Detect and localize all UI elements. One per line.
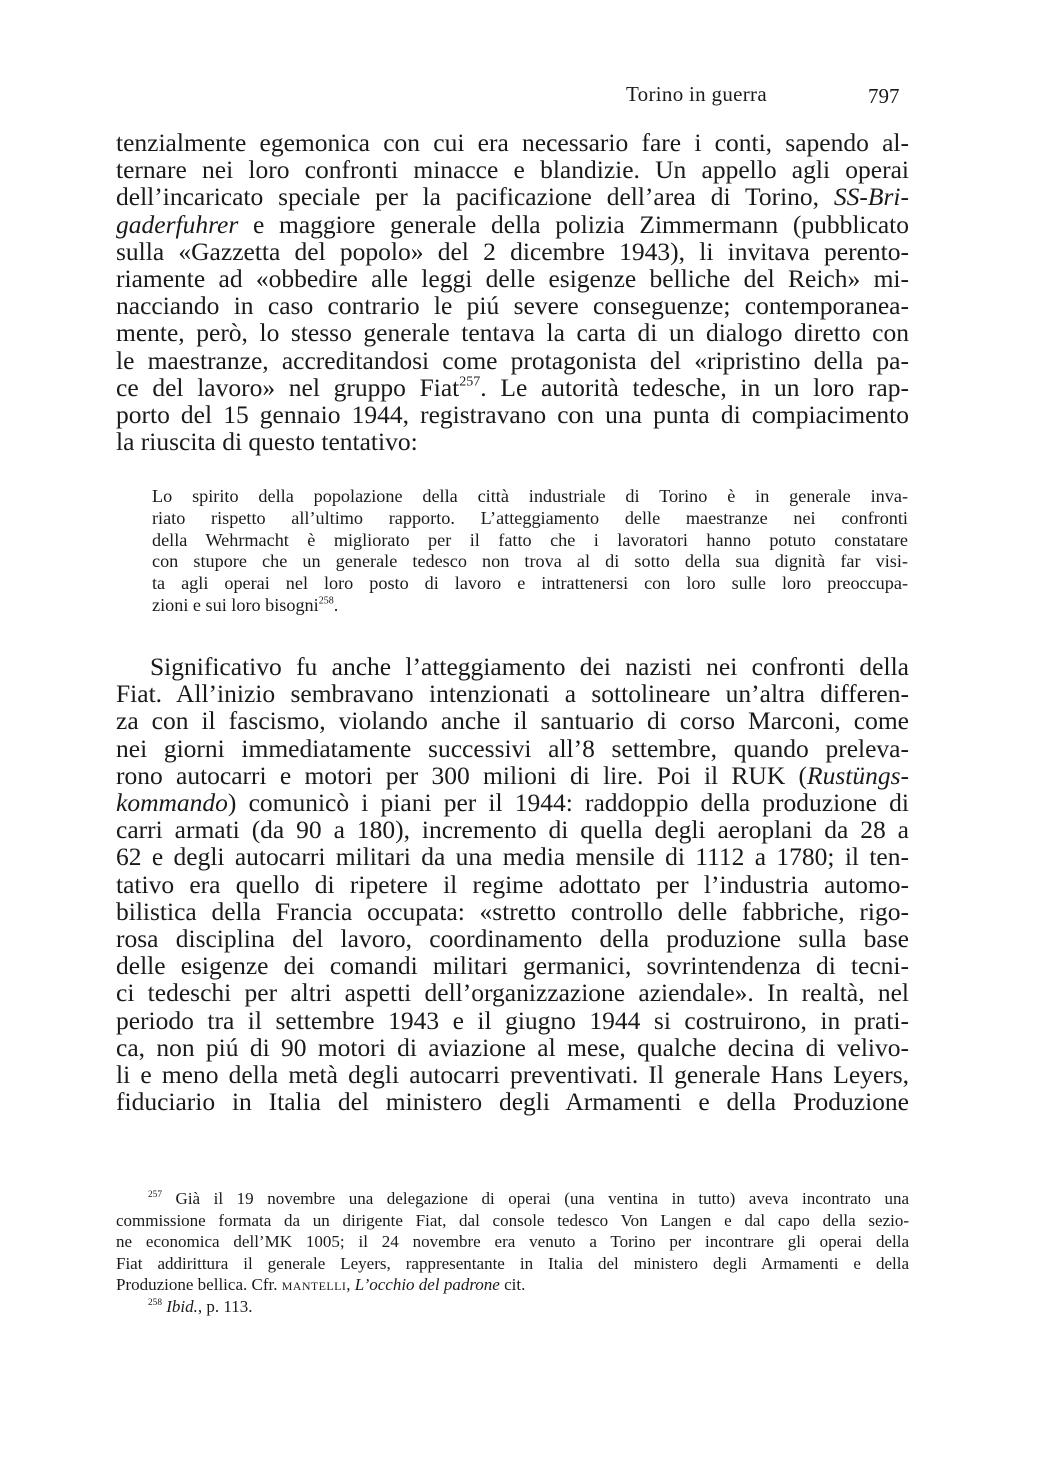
text-line: za con il fascismo, violando anche il santuario di corso Marconi, come — [116, 706, 909, 736]
citation-ibid: Ibid. — [166, 1296, 198, 1316]
text-line: mente, però, lo stesso generale tentava la carta di un dialogo diretto con — [116, 318, 909, 348]
text-line: ca, non piú di 90 motori di aviazione al mese, qualche decina di velivo- — [116, 1032, 909, 1062]
text-line: carri armati (da 90 a 180), incremento di quella degli aeroplani da 28 a — [116, 815, 909, 845]
text-run: ) comunicò i piani per il 1944: raddoppio della produzione di — [227, 788, 909, 818]
text-line: la riuscita di questo tentativo: — [116, 427, 418, 457]
italic-term: gaderfuhrer — [116, 209, 239, 239]
footnote-line: Fiat addirittura il generale Leyers, rappresentante in Italia del ministero degli Armamenti e della — [116, 1253, 909, 1273]
quote-line — [152, 595, 908, 617]
paragraph-1 — [116, 129, 909, 455]
italic-term: SS-Bri- — [833, 182, 909, 212]
text-run: ce del lavoro» nel gruppo Fiat — [116, 372, 460, 402]
text-line — [116, 762, 909, 789]
text-run: zioni e sui loro bisogni — [152, 594, 319, 615]
footnote-line: Produzione bellica. Cfr. mantelli, L’occhio del padrone cit. — [116, 1275, 526, 1294]
text-line: 62 e degli autocarri militari da una media mensile di 1112 a 1780; il ten- — [116, 842, 909, 872]
citation-title: L’occhio del padrone — [354, 1275, 500, 1294]
block-quote — [152, 486, 908, 617]
text-line: riamente ad «obbedire alle leggi delle esigenze belliche del Reich» mi- — [116, 264, 909, 294]
italic-term: kommando — [116, 788, 228, 818]
quote-line: ta agli operai nel loro posto di lavoro e intrattenersi con loro sulle loro preoccupa- — [152, 573, 908, 594]
text-run: dell’incaricato speciale per la pacificazione dell’area di Torino, — [116, 182, 834, 212]
text-line — [116, 374, 909, 401]
text-line: nei giorni immediatamente successivi all’8 settembre, quando preleva- — [116, 733, 909, 763]
footnote-ref-257[interactable]: 257 — [459, 374, 481, 390]
text-run: e maggiore generale della polizia Zimmermann (pubblicato — [238, 209, 909, 239]
text-run: , p. 113. — [197, 1296, 253, 1316]
text-run: rono autocarri e motori per 300 milioni di lire. Poi il RUK ( — [116, 760, 807, 790]
text-line — [116, 183, 909, 210]
footnote-258 — [116, 1296, 909, 1318]
text-run: . Le autorità tedesche, in un loro rap- — [480, 372, 909, 402]
text-line: fiduciario in Italia del ministero degli Armamenti e della Produzione — [116, 1087, 909, 1117]
footnote-257 — [116, 1188, 909, 1210]
text-line: porto del 15 gennaio 1944, registravano con una punta di compiacimento — [116, 400, 909, 430]
page-number: 797 — [868, 84, 900, 108]
text-line: delle esigenze dei comandi militari germanici, sovrintendenza di tecni- — [116, 951, 909, 981]
text-line: le maestranze, accreditandosi come protagonista del «ripristino della pa- — [116, 345, 909, 375]
text-line — [116, 789, 909, 816]
italic-term: Rustüngs- — [807, 760, 909, 790]
text-line: li e meno della metà degli autocarri preventivati. Il generale Hans Leyers, — [116, 1060, 909, 1090]
text-line: tativo era quello di ripetere il regime adottato per l’industria automo- — [116, 869, 909, 899]
quote-line: Lo spirito della popolazione della città industriale di Torino è in generale inva- — [152, 486, 908, 506]
footnote-number: 257 — [148, 1190, 163, 1200]
citation-author: mantelli — [281, 1275, 347, 1294]
running-header — [0, 82, 1046, 114]
text-line — [116, 211, 909, 238]
text-line: Fiat. All’inizio sembravano intenzionati a sottolineare un’altra differen- — [116, 679, 909, 709]
text-run: cit. — [499, 1275, 526, 1294]
running-title: Torino in guerra — [626, 82, 767, 106]
footnote-number: 258 — [148, 1297, 163, 1308]
text-line: rosa disciplina del lavoro, coordinamento della produzione sulla base — [116, 924, 909, 954]
quote-line: riato rispetto all’ultimo rapporto. L’atteggiamento delle maestranze nei confronti — [152, 507, 908, 528]
footnote-line: commissione formata da un dirigente Fiat, dal console tedesco Von Langen e dal capo della sezio- — [116, 1210, 909, 1230]
text-line: ci tedeschi per altri aspetti dell’organizzazione aziendale». In realtà, nel — [116, 978, 909, 1008]
quote-line: con stupore che un generale tedesco non trova al di sotto della sua dignità far visi- — [152, 551, 908, 572]
footnotes — [116, 1188, 909, 1317]
text-line: sulla «Gazzetta del popolo» del 2 dicembre 1943), li invitava perento- — [116, 236, 909, 266]
quote-line: della Wehrmacht è migliorato per il fatto che i lavoratori hanno potuto constatare — [152, 529, 908, 550]
text-line: Significativo fu anche l’atteggiamento dei nazisti nei confronti della — [150, 652, 909, 681]
text-run: Produzione bellica. Cfr. — [116, 1275, 282, 1294]
text-run: . — [333, 594, 339, 615]
text-line: nacciando in caso contrario le piú severe conseguenze; contemporanea- — [116, 291, 909, 321]
text-run: Già il 19 novembre una delegazione di operai (una ventina in tutto) aveva incontrato una — [162, 1189, 909, 1208]
footnote-ref-258[interactable]: 258 — [318, 595, 334, 607]
paragraph-2 — [116, 653, 909, 1115]
text-line: bilistica della Francia occupata: «stretto controllo delle fabbriche, rigo- — [116, 896, 909, 926]
text-line: ternare nei loro confronti minacce e blandizie. Un appello agli operai — [116, 155, 909, 185]
text-line: periodo tra il settembre 1943 e il giugno 1944 si costruirono, in prati- — [116, 1005, 909, 1035]
text-line: tenzialmente egemonica con cui era necessario fare i conti, sapendo al- — [116, 128, 909, 157]
footnote-line: ne economica dell’MK 1005; il 24 novembre era venuto a Torino per incontrare gli operai della — [116, 1232, 909, 1251]
